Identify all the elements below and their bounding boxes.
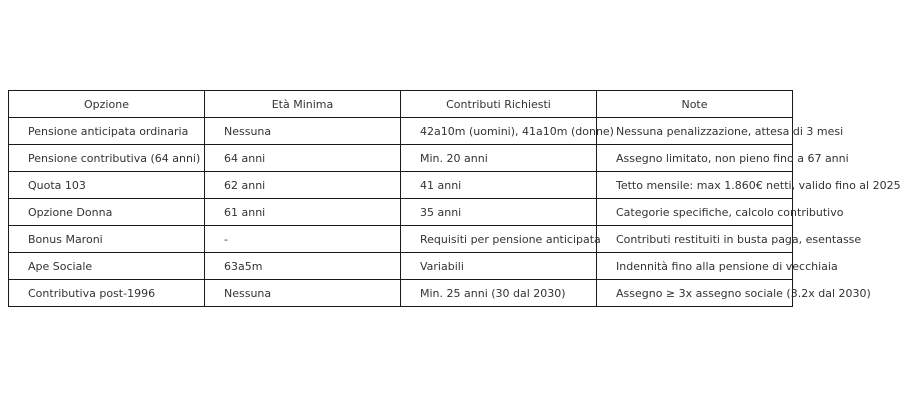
cell-note: Categorie specifiche, calcolo contributivo (597, 199, 793, 226)
cell-contributi: 35 anni (401, 199, 597, 226)
cell-opzione: Pensione anticipata ordinaria (9, 118, 205, 145)
cell-opzione: Ape Sociale (9, 253, 205, 280)
table-row (9, 145, 793, 172)
cell-opzione: Opzione Donna (9, 199, 205, 226)
cell-eta-minima: Nessuna (205, 280, 401, 307)
cell-opzione: Contributiva post-1996 (9, 280, 205, 307)
cell-note: Assegno limitato, non pieno fino a 67 anni (597, 145, 793, 172)
table-row (9, 172, 793, 199)
cell-eta-minima: 64 anni (205, 145, 401, 172)
header-contributi-richiesti: Contributi Richiesti (401, 91, 597, 118)
cell-note: Indennità fino alla pensione di vecchiaia (597, 253, 793, 280)
cell-eta-minima: 63a5m (205, 253, 401, 280)
table-row (9, 226, 793, 253)
table-row (9, 253, 793, 280)
table-row (9, 118, 793, 145)
cell-note: Assegno ≥ 3x assegno sociale (3.2x dal 2030) (597, 280, 793, 307)
table-body (9, 118, 901, 307)
cell-contributi: Requisiti per pensione anticipata (401, 226, 597, 253)
cell-contributi: Min. 25 anni (30 dal 2030) (401, 280, 597, 307)
cell-eta-minima: 61 anni (205, 199, 401, 226)
cell-contributi: 42a10m (uomini), 41a10m (donne) (401, 118, 597, 145)
table-header (9, 91, 793, 118)
table-row (9, 199, 793, 226)
header-opzione: Opzione (9, 91, 205, 118)
header-row (9, 91, 793, 118)
cell-eta-minima: 62 anni (205, 172, 401, 199)
cell-note: Contributi restituiti in busta paga, esentasse (597, 226, 793, 253)
cell-eta-minima: Nessuna (205, 118, 401, 145)
cell-opzione: Pensione contributiva (64 anni) (9, 145, 205, 172)
header-note: Note (597, 91, 793, 118)
cell-contributi: Variabili (401, 253, 597, 280)
cell-note: Nessuna penalizzazione, attesa di 3 mesi (597, 118, 793, 145)
cell-contributi: Min. 20 anni (401, 145, 597, 172)
cell-note: Tetto mensile: max 1.860€ netti, valido fino al 2025 (597, 172, 793, 199)
pension-options-table-container (8, 90, 901, 307)
cell-eta-minima: - (205, 226, 401, 253)
pension-options-table (8, 90, 901, 307)
cell-opzione: Bonus Maroni (9, 226, 205, 253)
table-row (9, 280, 793, 307)
cell-opzione: Quota 103 (9, 172, 205, 199)
header-eta-minima: Età Minima (205, 91, 401, 118)
cell-contributi: 41 anni (401, 172, 597, 199)
